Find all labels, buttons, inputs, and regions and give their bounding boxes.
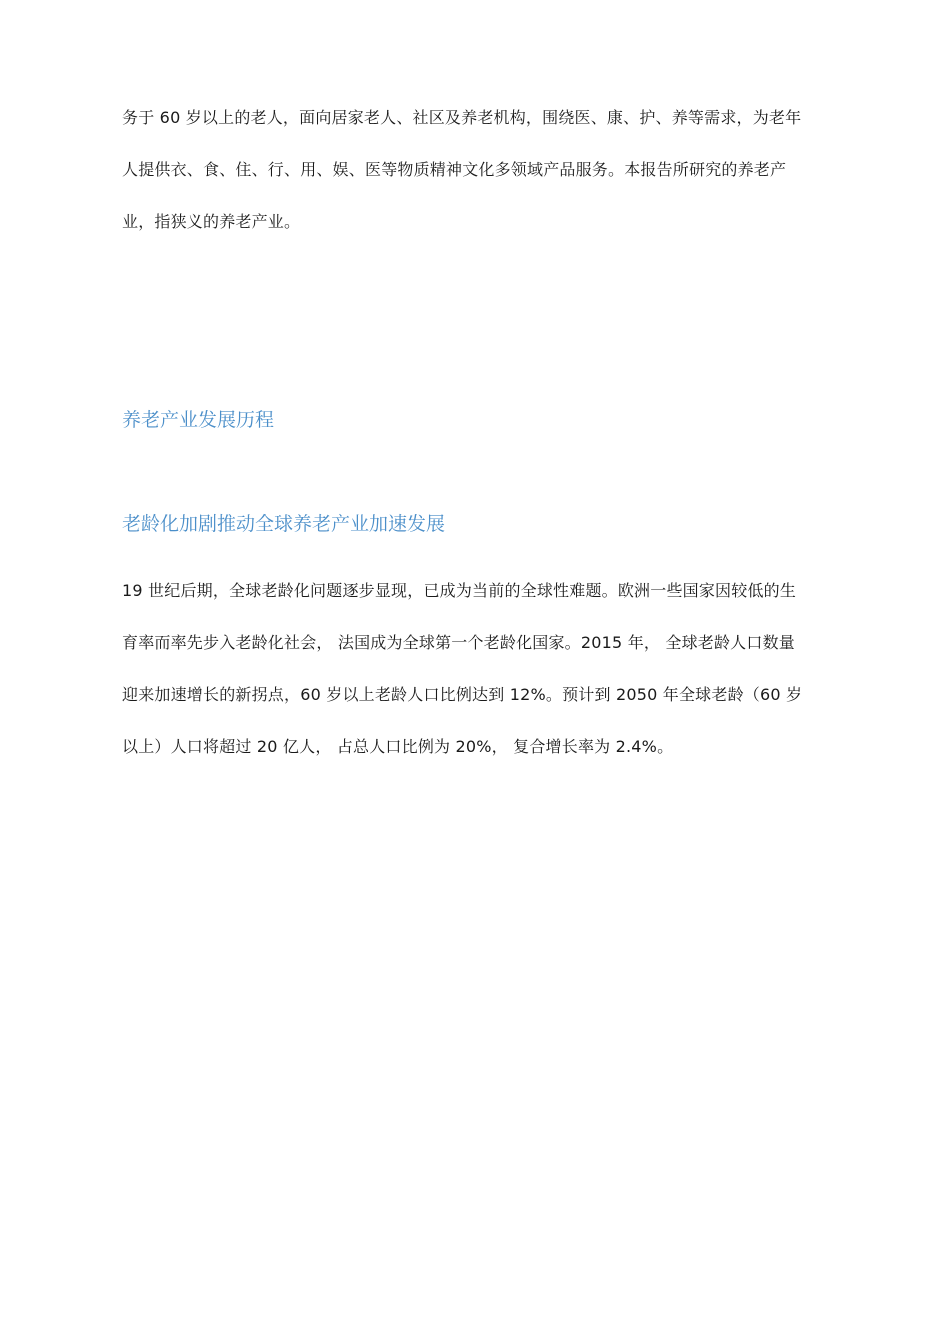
section-heading: 养老产业发展历程 bbox=[122, 409, 275, 431]
intro-paragraph-line: 人提供衣、食、住、行、用、娱、医等物质精神文化多领域产品服务。本报告所研究的养老产 bbox=[122, 160, 787, 179]
intro-paragraph bbox=[122, 92, 830, 248]
subsection-heading: 老龄化加剧推动全球养老产业加速发展 bbox=[122, 513, 446, 535]
aging-paragraph-line: 育率而率先步入老龄化社会， 法国成为全球第一个老龄化国家。2015 年， 全球老龄人口数量 bbox=[122, 633, 795, 652]
aging-paragraph-line: 迎来加速增长的新拐点，60 岁以上老龄人口比例达到 12%。预计到 2050 年全球老龄（60 岁 bbox=[122, 685, 803, 704]
intro-paragraph-line: 业，指狭义的养老产业。 bbox=[122, 212, 301, 231]
aging-paragraph bbox=[122, 565, 830, 773]
aging-paragraph-line: 19 世纪后期，全球老龄化问题逐步显现，已成为当前的全球性难题。欧洲一些国家因较低的生 bbox=[122, 581, 797, 600]
aging-paragraph-line: 以上）人口将超过 20 亿人， 占总人口比例为 20%， 复合增长率为 2.4%。 bbox=[122, 737, 674, 756]
intro-paragraph-line: 务于 60 岁以上的老人，面向居家老人、社区及养老机构，围绕医、康、护、养等需求，为老年 bbox=[122, 108, 802, 127]
